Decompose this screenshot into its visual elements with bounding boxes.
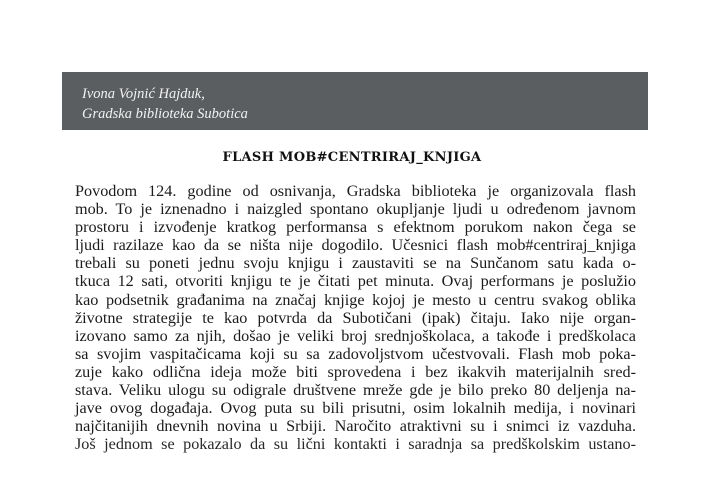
- body-line: stava. Veliku ulogu su odigrale društvene mreže gde je bilo preko 80 deljenja na-: [75, 381, 636, 400]
- body-line: ljudi razilaze kao da se ništa nije dogodilo. Učesnici flash mob#centriraj_knjiga: [75, 236, 636, 255]
- body-line: trebali su poneti jednu svoju knjigu i zaustaviti se na Sunčanom satu kada o-: [75, 254, 636, 273]
- body-line: mob. To je iznenadno i naizgled spontano okupljanje ljudi u određenom javnom: [75, 200, 636, 219]
- body-line: izovano samo za njih, došao je veliki broj srednjoškolaca, a takođe i predškolaca: [75, 326, 636, 345]
- body-line: životne strategije te kao potvrda da Subotičani (ipak) čitaju. Iako nije organ-: [75, 308, 636, 327]
- author-banner: [62, 72, 648, 130]
- body-line: sa svojim vaspitačicama koji su sa zadovoljstvom učestvovali. Flash mob poka-: [75, 344, 636, 363]
- body-line: prostoru i izvođenje kratkog performansa s efektnom porukom nakon čega se: [75, 218, 636, 237]
- body-line: Povodom 124. godine od osnivanja, Gradska biblioteka je organizovala flash: [75, 182, 636, 200]
- author-name: Ivona Vojnić Hajduk,: [82, 86, 205, 102]
- article-title: FLASH MOB#CENTRIRAJ_KNJIGA: [222, 150, 482, 165]
- author-affiliation: Gradska biblioteka Subotica: [82, 106, 248, 122]
- body-line: kao podsetnik građanima na značaj knjige kojoj je mesto u centru svakog oblika: [75, 290, 636, 309]
- article-body: [75, 182, 636, 453]
- body-line: najčitanijih dnevnih novina u Srbiji. Naročito atraktivni su i snimci iz vazduha.: [75, 417, 636, 436]
- body-line: jave ovog događaja. Ovog puta su bili prisutni, osim lokalnih medija, i novinari: [75, 399, 636, 418]
- body-line: Još jednom se pokazalo da su lični kontakti i saradnja sa predškolskim ustano-: [75, 435, 636, 454]
- body-line: tkuca 12 sati, otvoriti knjigu te je čitati pet minuta. Ovaj performans je poslužio: [75, 272, 636, 291]
- body-line: zuje kako odlična ideja može biti sprovedena i bez ikakvih materijalnih sred-: [75, 362, 636, 381]
